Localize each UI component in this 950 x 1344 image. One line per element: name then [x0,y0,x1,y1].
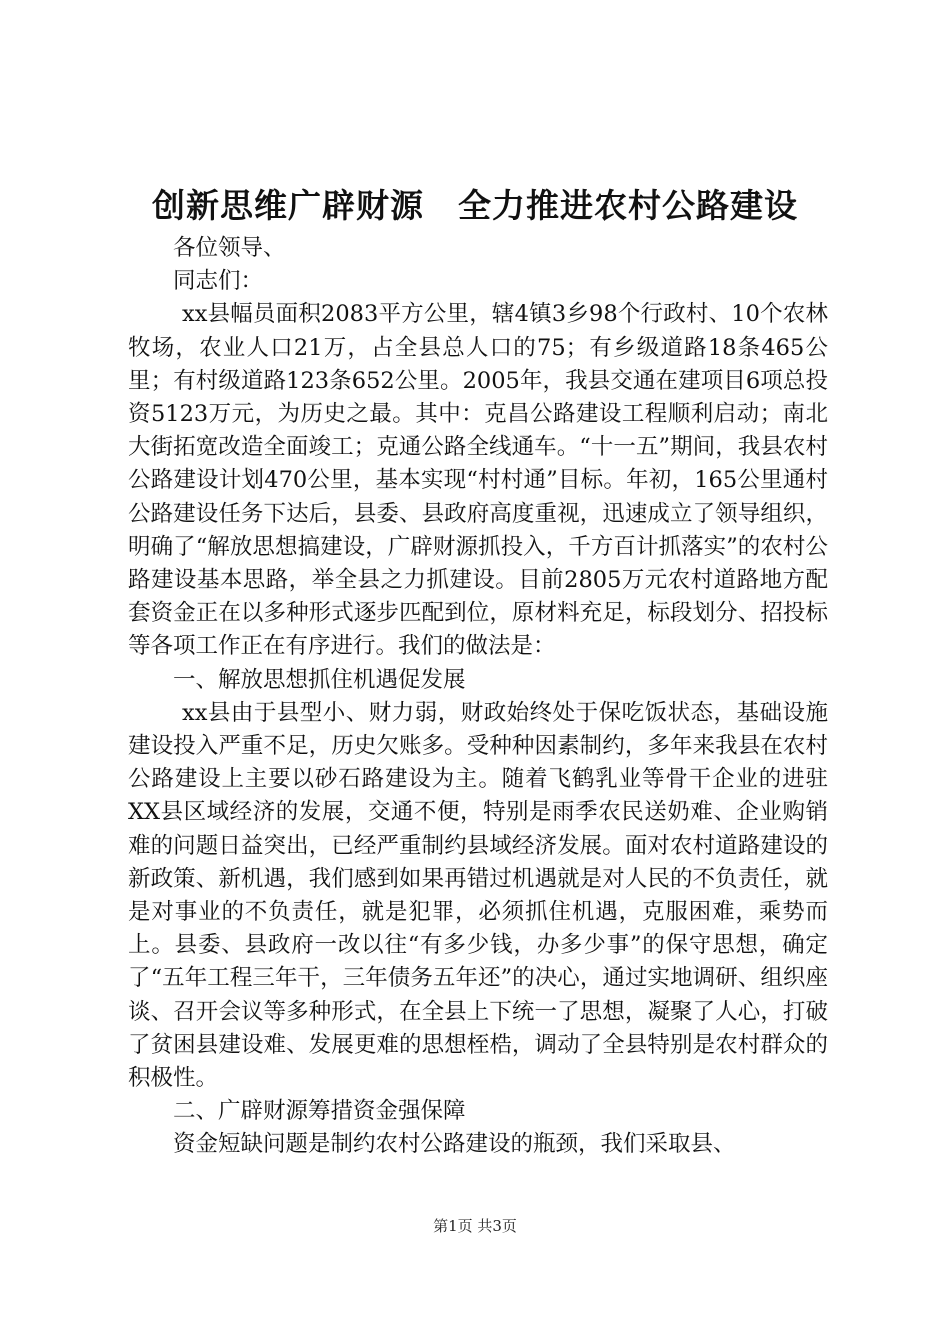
section-2-heading: 二、广辟财源筹措资金强保障 [173,1098,466,1125]
document-title: 创新思维广辟财源 全力推进农村公路建设 [152,186,798,225]
section-1-paragraph: xx县由于县型小、财力弱，财政始终处于保吃饭状态，基础设施建设投入严重不足，历史欠账多。受种种因素制约，多年来我县在农村公路建设上主要以砂石路建设为主。随着飞鹤乳业等骨干企业的进驻XX县区域经济的发展，交通不便，特别是雨季农民送奶难、企业购销难的问题日益突出，已经严重制约县域经济发展。面对农村道路建设的新政策、新机遇，我们感到如果再错过机遇就是对人民的不负责任，就是对事业的不负责任，就是犯罪，必须抓住机遇，克服困难，乘势而上。县委、县政府一改以往“有多少钱，办多少事”的保守思想，确定了“五年工程三年干，三年债务五年还”的决心，通过实地调研、组织座谈、召开会议等多种形式，在全县上下统一了思想，凝聚了人心，打破了贫困县建设难、发展更难的思想桎梏，调动了全县特别是农村群众的积极性。 [128,699,828,1092]
page-number-footer: 第1页 共3页 [433,1217,517,1235]
intro-paragraph: xx县幅员面积2083平方公里，辖4镇3乡98个行政村、10个农林牧场，农业人口21万，占全县总人口的75；有乡级道路18条465公里；有村级道路123条652公里。2005年，我县交通在建项目6项总投资5123万元，为历史之最。其中：克昌公路建设工程顺利启动；南北大街拓宽改造全面竣工；克通公路全线通车。“十一五”期间，我县农村公路建设计划470公里，基本实现“村村通”目标。年初，165公里通村公路建设任务下达后，县委、县政府高度重视，迅速成立了领导组织，明确了“解放思想搞建设，广辟财源抓投入，千方百计抓落实”的农村公路建设基本思路，举全县之力抓建设。目前2805万元农村道路地方配套资金正在以多种形式逐步匹配到位，原材料充足，标段划分、招投标等各项工作正在有序进行。我们的做法是： [128,301,828,660]
section-2-paragraph: 资金短缺问题是制约农村公路建设的瓶颈，我们采取县、 [173,1131,736,1158]
salutation-leaders: 各位领导、 [173,235,286,261]
document-body [128,232,828,1162]
section-1-heading: 一、解放思想抓住机遇促发展 [173,666,466,693]
salutation-comrades: 同志们： [173,268,264,295]
